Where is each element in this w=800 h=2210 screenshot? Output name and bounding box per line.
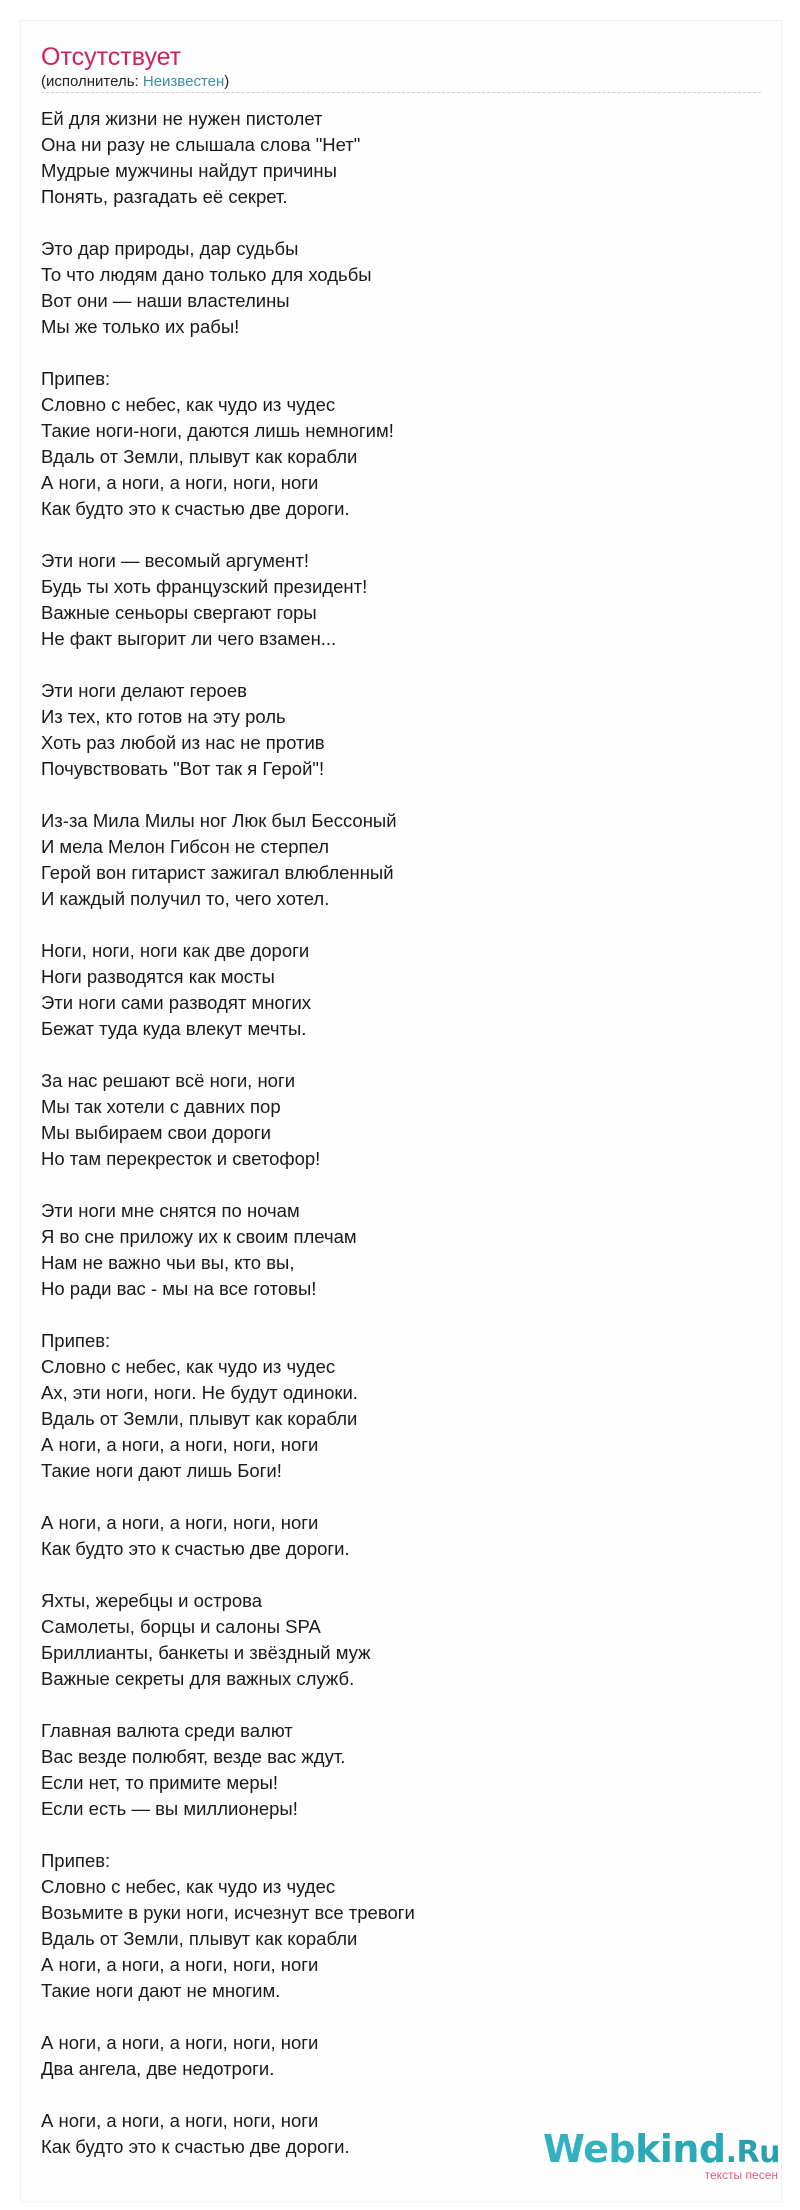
lyric-line: Ей для жизни не нужен пистолет <box>41 108 323 129</box>
lyric-line <box>41 652 741 678</box>
lyric-line: Словно с небес, как чудо из чудес <box>41 394 336 415</box>
lyric-line: Но там перекресток и светофор! <box>41 1148 321 1169</box>
lyric-line: За нас решают всё ноги, ноги <box>41 1070 296 1091</box>
lyric-line: Я во сне приложу их к своим плечам <box>41 1226 357 1247</box>
lyric-line: Словно с небес, как чудо из чудес <box>41 1876 336 1897</box>
lyric-line: Ноги, ноги, ноги как две дороги <box>41 940 310 961</box>
lyric-line <box>41 1822 741 1848</box>
lyric-line: Если есть — вы миллионеры! <box>41 1798 298 1819</box>
lyric-line: Ноги разводятся как мосты <box>41 966 275 987</box>
lyric-line <box>41 2004 741 2030</box>
lyric-line: А ноги, а ноги, а ноги, ноги, ноги <box>41 1512 319 1533</box>
lyric-line <box>41 1172 741 1198</box>
lyric-line: Из тех, кто готов на эту роль <box>41 706 286 727</box>
site-logo[interactable] <box>543 2127 780 2188</box>
lyric-line: Важные секреты для важных служб. <box>41 1668 355 1689</box>
lyric-line: Ах, эти ноги, ноги. Не будут одиноки. <box>41 1382 358 1403</box>
lyric-line <box>41 1692 741 1718</box>
logo-subtitle: тексты песен <box>704 2168 778 2182</box>
lyric-line: Словно с небес, как чудо из чудес <box>41 1356 336 1377</box>
lyric-line: Вдаль от Земли, плывут как корабли <box>41 446 358 467</box>
lyric-line: А ноги, а ноги, а ноги, ноги, ноги <box>41 472 319 493</box>
lyric-line: Главная валюта среди валют <box>41 1720 293 1741</box>
lyric-line: Припев: <box>41 1850 111 1871</box>
lyric-line: А ноги, а ноги, а ноги, ноги, ноги <box>41 2032 319 2053</box>
song-title: Отсутствует <box>41 43 182 71</box>
lyric-line: Эти ноги сами разводят многих <box>41 992 312 1013</box>
lyric-line <box>41 340 741 366</box>
lyric-line: Бриллианты, банкеты и звёздный муж <box>41 1642 371 1663</box>
lyric-line: Мудрые мужчины найдут причины <box>41 160 337 181</box>
lyric-line <box>41 1302 741 1328</box>
lyric-line: Как будто это к счастью две дороги. <box>41 498 350 519</box>
lyric-line: И мела Мелон Гибсон не стерпел <box>41 836 330 857</box>
lyric-line: А ноги, а ноги, а ноги, ноги, ноги <box>41 1434 319 1455</box>
lyric-line: Вот они — наши властелины <box>41 290 290 311</box>
artist-suffix: ) <box>224 73 230 90</box>
lyric-line: Припев: <box>41 368 111 389</box>
lyric-line <box>41 210 741 236</box>
lyric-line: Вдаль от Земли, плывут как корабли <box>41 1928 358 1949</box>
lyrics-text <box>41 106 741 2160</box>
lyric-line: Понять, разгадать её секрет. <box>41 186 288 207</box>
lyric-line: Как будто это к счастью две дороги. <box>41 1538 350 1559</box>
logo-kind: kind <box>635 2127 726 2171</box>
lyric-line: Мы так хотели с давних пор <box>41 1096 281 1117</box>
lyric-line: Два ангела, две недотроги. <box>41 2058 275 2079</box>
lyric-line: Самолеты, борцы и салоны SPA <box>41 1616 321 1637</box>
header-divider <box>41 92 761 93</box>
logo-tld: .Ru <box>725 2135 780 2170</box>
lyric-line: Герой вон гитарист зажигал влюбленный <box>41 862 394 883</box>
logo-web: Web <box>543 2127 636 2171</box>
lyric-line: А ноги, а ноги, а ноги, ноги, ноги <box>41 2110 319 2131</box>
lyric-line: Возьмите в руки ноги, исчезнут все тревоги <box>41 1902 415 1923</box>
lyric-line: Припев: <box>41 1330 111 1351</box>
lyric-line <box>41 1484 741 1510</box>
lyric-line: Если нет, то примите меры! <box>41 1772 279 1793</box>
lyric-line: И каждый получил то, чего хотел. <box>41 888 330 909</box>
artist-line <box>41 73 229 91</box>
lyric-line: Такие ноги-ноги, даются лишь немногим! <box>41 420 394 441</box>
lyric-line <box>41 1042 741 1068</box>
lyric-line: Как будто это к счастью две дороги. <box>41 2136 350 2157</box>
lyric-line <box>41 2082 741 2108</box>
lyric-line: Вас везде полюбят, везде вас ждут. <box>41 1746 346 1767</box>
lyric-line: Такие ноги дают не многим. <box>41 1980 281 2001</box>
lyric-line <box>41 522 741 548</box>
artist-link[interactable]: Неизвестен <box>142 73 225 90</box>
lyric-line: Эти ноги делают героев <box>41 680 247 701</box>
lyric-line: Почувствовать "Вот так я Герой"! <box>41 758 325 779</box>
lyric-line: Не факт выгорит ли чего взамен... <box>41 628 337 649</box>
lyric-line: Будь ты хоть французский президент! <box>41 576 368 597</box>
artist-prefix: (исполнитель: <box>41 73 143 90</box>
lyric-line <box>41 782 741 808</box>
lyric-line: То что людям дано только для ходьбы <box>41 264 372 285</box>
lyric-line: Яхты, жеребцы и острова <box>41 1590 263 1611</box>
lyric-line: Из-за Мила Милы ног Люк был Бессоный <box>41 810 397 831</box>
lyric-line: А ноги, а ноги, а ноги, ноги, ноги <box>41 1954 319 1975</box>
lyric-line: Вдаль от Земли, плывут как корабли <box>41 1408 358 1429</box>
lyric-line: Мы же только их рабы! <box>41 316 240 337</box>
lyric-line: Она ни разу не слышала слова "Нет" <box>41 134 361 155</box>
lyric-line: Это дар природы, дар судьбы <box>41 238 299 259</box>
lyric-line: Такие ноги дают лишь Боги! <box>41 1460 282 1481</box>
lyric-line: Но ради вас - мы на все готовы! <box>41 1278 317 1299</box>
lyric-line: Эти ноги мне снятся по ночам <box>41 1200 300 1221</box>
lyric-line: Бежат туда куда влекут мечты. <box>41 1018 307 1039</box>
lyric-line <box>41 912 741 938</box>
lyric-line: Важные сеньоры свергают горы <box>41 602 317 623</box>
lyric-line: Нам не важно чьи вы, кто вы, <box>41 1252 295 1273</box>
lyric-line <box>41 1562 741 1588</box>
lyric-line: Мы выбираем свои дороги <box>41 1122 272 1143</box>
lyric-line: Эти ноги — весомый аргумент! <box>41 550 309 571</box>
lyric-line: Хоть раз любой из нас не против <box>41 732 325 753</box>
